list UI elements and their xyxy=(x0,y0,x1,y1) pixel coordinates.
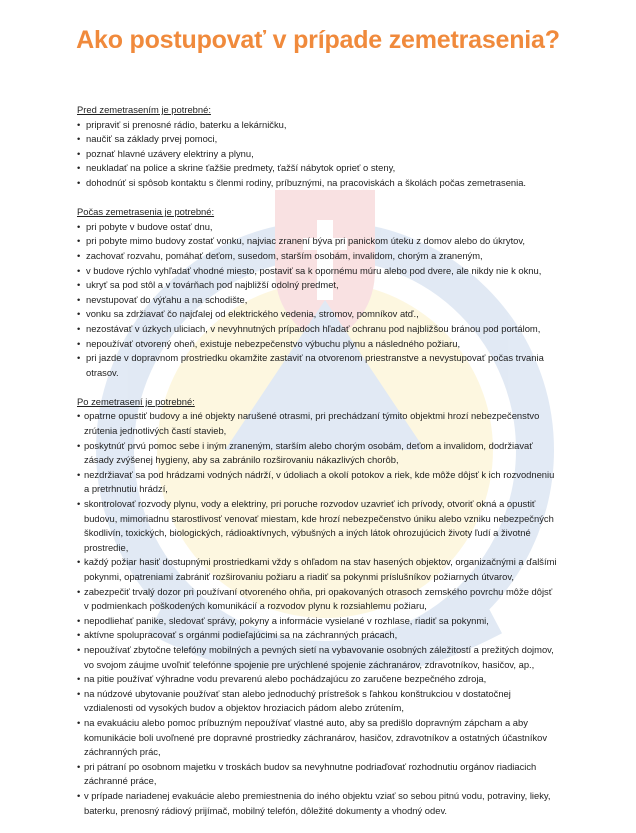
list-item: • na núdzové ubytovanie používať stan alebo jednoduchý prístrešok s ľahkou konštrukciou v dostatočnej vzdialenosti od vysokých budov a objektov hroziacich pádom alebo zrútením, xyxy=(77,687,557,716)
list-item: • nepoužívať otvorený oheň, existuje nebezpečenstvo výbuchu plynu a následného požiaru, xyxy=(77,337,557,352)
page-title: Ako postupovať v prípade zemetrasenia? xyxy=(76,26,560,54)
document-body xyxy=(77,103,557,833)
list-item: • vonku sa zdržiavať čo najďalej od elektrického vedenia, stromov, pomníkov atď., xyxy=(77,307,557,322)
list-item: • pri pátraní po osobnom majetku v troskách budov sa nevyhnutne podriaďovať rozhodnutiu orgánov riadiacich záchranné práce, xyxy=(77,760,557,789)
list-item: • zachovať rozvahu, pomáhať deťom, susedom, starším osobám, invalidom, chorým a zraneným, xyxy=(77,249,557,264)
list-item: • nepodliehať panike, sledovať správy, pokyny a informácie vysielané v rozhlase, riadiť sa pokynmi, xyxy=(77,614,557,629)
list-item: • naučiť sa základy prvej pomoci, xyxy=(77,132,557,147)
list-item: • nepoužívať zbytočne telefóny mobilných a pevných sietí na vybavovanie osobných záležitostí a prežitých dojmov, vo svojom záujme uvoľniť telefónne spojenie pre urýchlené spojenie záchranárov, zdravotníkov, hasičov, ap., xyxy=(77,643,557,672)
list-item: • opatrne opustiť budovy a iné objekty narušené otrasmi, pri prechádzaní týmito objektmi hrozí nebezpečenstvo zrútenia jednotlivých častí stavieb, xyxy=(77,409,557,438)
list-after xyxy=(77,409,557,818)
list-item: • poskytnúť prvú pomoc sebe i iným zraneným, starším alebo chorým osobám, deťom a invalidom, dodržiavať zásady zvýšenej hygieny, aby sa zabránilo rozširovaniu nákazlivých chorôb, xyxy=(77,439,557,468)
list-item: • pri jazde v dopravnom prostriedku okamžite zastaviť na otvorenom priestranstve a nevystupovať počas trvania otrasov. xyxy=(77,351,557,380)
section-before xyxy=(77,103,557,191)
section-heading-after: Po zemetrasení je potrebné: xyxy=(77,395,195,407)
list-item: • nezdržiavať sa pod hrádzami vodných nádrží, v údoliach a okolí potokov a riek, kde môže dôjsť k ich rozvodneniu a pretrhnutiu hrádzí, xyxy=(77,468,557,497)
list-item: • dohodnúť si spôsob kontaktu s členmi rodiny, príbuznými, na pracoviskách a školách počas zemetrasenia. xyxy=(77,176,557,191)
list-item: • pri pobyte mimo budovy zostať vonku, najviac zranení býva pri panickom úteku z domov alebo do úkrytov, xyxy=(77,234,557,249)
list-before xyxy=(77,118,557,191)
section-heading-before: Pred zemetrasením je potrebné: xyxy=(77,104,211,115)
list-during xyxy=(77,220,557,381)
section-after xyxy=(77,395,557,818)
list-item: • pripraviť si prenosné rádio, baterku a lekárničku, xyxy=(77,118,557,133)
section-heading-during: Počas zemetrasenia je potrebné: xyxy=(77,206,215,218)
list-item: • na evakuáciu alebo pomoc príbuzným nepoužívať vlastné auto, aby sa predišlo dopravným zápcham a aby komunikácie boli uvoľnené pre dopravné prostriedky záchranárov, hasičov, zdravotníkov a ostatných účastníkov záchranných prác, xyxy=(77,716,557,760)
list-item: • neukladať na police a skrine ťažšie predmety, ťažší nábytok oprieť o steny, xyxy=(77,161,557,176)
list-item: • skontrolovať rozvody plynu, vody a elektriny, pri poruche rozvodov uzavrieť ich prívody, otvoriť okná a opustiť budovu, mimoriadnu starostlivosť venovať miestam, kde hrozí nebezpečenstvo úniku alebo vzniku nebezpečných škodlivín, toxických, biologických, rádioaktívnych, výbušných a iných látok ohrozujúcich životy ľudí a životné prostredie, xyxy=(77,497,557,555)
section-during xyxy=(77,205,557,380)
list-item: • v prípade nariadenej evakuácie alebo premiestnenia do iného objektu vziať so sebou pitnú vodu, potraviny, lieky, baterku, prenosný rádiový prijímač, mobilný telefón, dôležité dokumenty a vhodný odev. xyxy=(77,789,557,818)
list-item: • nezostávať v úzkych uliciach, v nevyhnutných prípadoch hľadať ochranu pod najbližšou bránou pod portálom, xyxy=(77,322,557,337)
list-item: • v budove rýchlo vyhľadať vhodné miesto, postaviť sa k opornému múru alebo pod dvere, ale nikdy nie k oknu, xyxy=(77,264,557,279)
list-item: • nevstupovať do výťahu a na schodište, xyxy=(77,293,557,308)
list-item: • ukryť sa pod stôl a v továrňach pod najbližší odolný predmet, xyxy=(77,278,557,293)
list-item: • poznať hlavné uzávery elektriny a plynu, xyxy=(77,147,557,162)
list-item: • pri pobyte v budove ostať dnu, xyxy=(77,220,557,235)
list-item: • zabezpečiť trvalý dozor pri používaní otvoreného ohňa, pri opakovaných otrasoch zemského povrchu môže dôjsť v podmienkach poškodených komunikácií a rozvodov plynu k rozsiahlemu požiaru, xyxy=(77,585,557,614)
list-item: • každý požiar hasiť dostupnými prostriedkami vždy s ohľadom na stav hasených objektov, organizačnými a ďalšími pokynmi, opatreniami zabrániť rozširovaniu požiaru a riadiť sa pokynmi príslušníkov požiarnych útvarov, xyxy=(77,555,557,584)
list-item: • aktívne spolupracovať s orgánmi podieľajúcimi sa na záchranných prácach, xyxy=(77,628,557,643)
list-item: • na pitie používať výhradne vodu prevarenú alebo pochádzajúcu zo zaručene bezpečného zdroja, xyxy=(77,672,557,687)
